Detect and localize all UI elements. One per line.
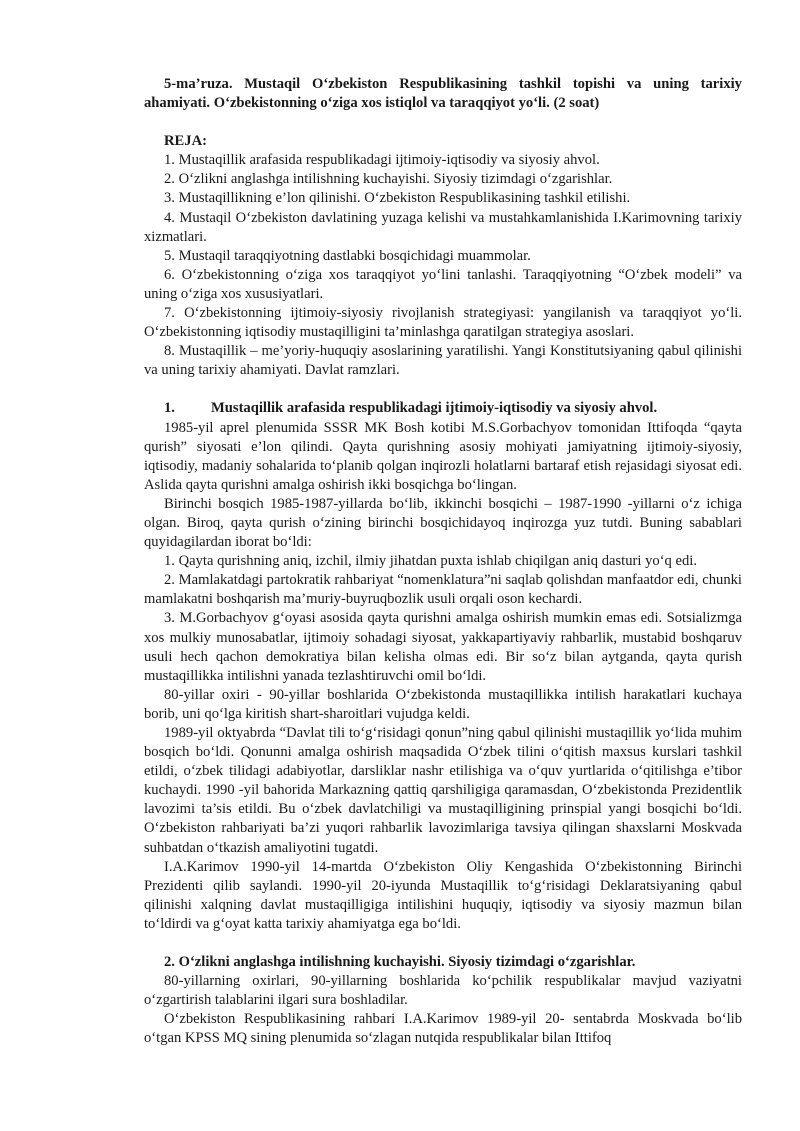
plan-item: 5. Mustaqil taraqqiyotning dastlabki bosqichidagi muammolar. [164,247,531,264]
paragraph: 1989-yil oktyabrda “Davlat tili to‘g‘risidagi qonun”ning qabul qilinishi mustaqillik yo‘lida muhim bosqich bo‘ldi. Qonunni amalga oshirish maqsadida O‘zbek tilini o‘qitish maxsus kurslari tashkil etildi, o‘zbek tilidagi adabiyotlar, darsliklar nashr etilishiga va o‘quv yurtlarida o‘qitilishga e’tibor kuchaydi. 1990 -yil bahorida Markazning qattiq qarshiligiga qaramasdan, O‘zbekistonda Prezidentlik lavozimi ta’sis etildi. Bu o‘zbek davlatchiligi va mustaqilligining prinspial yangi bosqichi bo‘ldi. O‘zbekiston rahbariyati ba’zi yuqori rahbarlik lavozimlariga tavsiya qilingan shaxslarni Moskvada suhbatdan o‘tkazish amaliyotini tugatdi. [144,725,742,856]
plan-item: 8. Mustaqillik – me’yoriy-huquqiy asoslarining yaratilishi. Yangi Konstitutsiyaning qabul qilinishi va uning tarixiy ahamiyati. Davlat ramzlari. [144,343,742,379]
plan-item: 6. O‘zbekistonning o‘ziga xos taraqqiyot yo‘lini tanlashi. Taraqqiyotning “O‘zbek modeli” va uning o‘ziga xos xususiyatlari. [144,266,742,302]
section-1-heading-text: Mustaqillik arafasida respublikadagi ijtimoiy-iqtisodiy va siyosiy ahvol. [211,400,658,417]
spacer [144,113,742,132]
paragraph: Birinchi bosqich 1985-1987-yillarda bo‘lib, ikkinchi bosqichi – 1987-1990 -yillarni o‘z ichiga olgan. Biroq, qayta qurish o‘zining birinchi bosqichidayoq inqirozga yuz tutdi. Buning sabablari quyidagilardan iborat bo‘ldi: [144,495,742,551]
section-2-heading: 2. O‘zlikni anglashga intilishning kuchayishi. Siyosiy tizimdagi o‘zgarishlar. [164,954,636,971]
paragraph: 1. Qayta qurishning aniq, izchil, ilmiy jihatdan puxta ishlab chiqilgan aniq dasturi yo‘q edi. [164,553,697,570]
section-1-number: 1. [164,400,175,417]
spacer [144,934,742,953]
plan-item: 3. Mustaqillikning e’lon qilinishi. O‘zbekiston Respublikasining tashkil etilishi. [164,190,631,207]
plan-item: 7. O‘zbekistonning ijtimoiy-siyosiy rivojlanish strategiyasi: yangilanish va taraqqiyot yo‘li. O‘zbekistonning iqtisodiy mustaqilligini ta’minlashga qaratilgan strategiya asoslari. [144,305,742,341]
lecture-number: 5-ma’ruza. [164,76,233,92]
plan-item: 1. Mustaqillik arafasida respublikadagi ijtimoiy-iqtisodiy va siyosiy ahvol. [164,152,600,169]
plan-heading: REJA: [164,133,207,150]
plan-item: 2. O‘zlikni anglashga intilishning kuchayishi. Siyosiy tizimdagi o‘zgarishlar. [164,171,613,188]
lecture-title [144,75,742,113]
paragraph: 3. M.Gorbachyov g‘oyasi asosida qayta qurishni amalga oshirish mumkin emas edi. Sotsializmga xos mulkiy munosabatlar, ijtimoiy sohadagi siyosat, yakkapartiyaviy rahbarlik, mustabid boshqaruv usuli hech qachon demokratiya bilan kelisha olmas edi. Bir so‘z bilan aytganda, qayta qurish mustaqillikka intilishni yanada tezlashtiruvchi omil bo‘ldi. [144,610,742,684]
paragraph: O‘zbekiston Respublikasining rahbari I.A.Karimov 1989-yil 20- sentabrda Moskvada bo‘lib o‘tgan KPSS MQ sining plenumida so‘zlagan nutqida respublikalar bilan Ittifoq [144,1011,742,1047]
section-1-heading [144,399,742,418]
paragraph: 1985-yil aprel plenumida SSSR MK Bosh kotibi M.S.Gorbachyov tomonidan Ittifoqda “qayta qurish” siyosati e’lon qilindi. Qayta qurishning asosiy mohiyati jamiyatning ijtimoiy-siyosiy, iqtisodiy, madaniy sohalarida to‘planib qolgan inqirozli holatlarni bartaraf etish rejasidagi siyosat edi. Aslida qayta qurishni amalga oshirish ikki bosqichga bo‘lingan. [144,419,742,493]
lecture-title-text: Mustaqil O‘zbekiston Respublikasining tashkil topishi va uning tarixiy ahamiyati. O‘zbekistonning o‘ziga xos istiqlol va taraqqiyot yo‘li. (2 soat) [144,76,742,112]
plan-item: 4. Mustaqil O‘zbekiston davlatining yuzaga kelishi va mustahkamlanishida I.Karimovning tarixiy xizmatlari. [144,209,742,245]
spacer [144,380,742,399]
paragraph: 80-yillar oxiri - 90-yillar boshlarida O‘zbekistonda mustaqillikka intilish harakatlari kuchaya borib, uni qo‘lga kiritish shart-sharoitlari vujudga keldi. [144,686,742,722]
document-page [144,75,742,1049]
paragraph: 80-yillarning oxirlari, 90-yillarning boshlarida ko‘pchilik respublikalar mavjud vaziyatni o‘zgartirish talablarini ilgari sura boshladilar. [144,973,742,1009]
paragraph: 2. Mamlakatdagi partokratik rahbariyat “nomenklatura”ni saqlab qolishdan manfaatdor edi, chunki mamlakatni boshqarish ma’muriy-buyruqbozlik usuli orqali oson kechardi. [144,572,742,608]
paragraph: I.A.Karimov 1990-yil 14-martda O‘zbekiston Oliy Kengashida O‘zbekistonning Birinchi Prezidenti qilib saylandi. 1990-yil 20-iyunda Mustaqillik to‘g‘risidagi Deklaratsiyaning qabul qilinishi xalqning davlat mustaqilligiga intilishini huquqiy, iqtisodiy va siyosiy mazmun bilan to‘ldirdi va g‘oyat katta tarixiy ahamiyatga ega bo‘ldi. [144,858,742,932]
